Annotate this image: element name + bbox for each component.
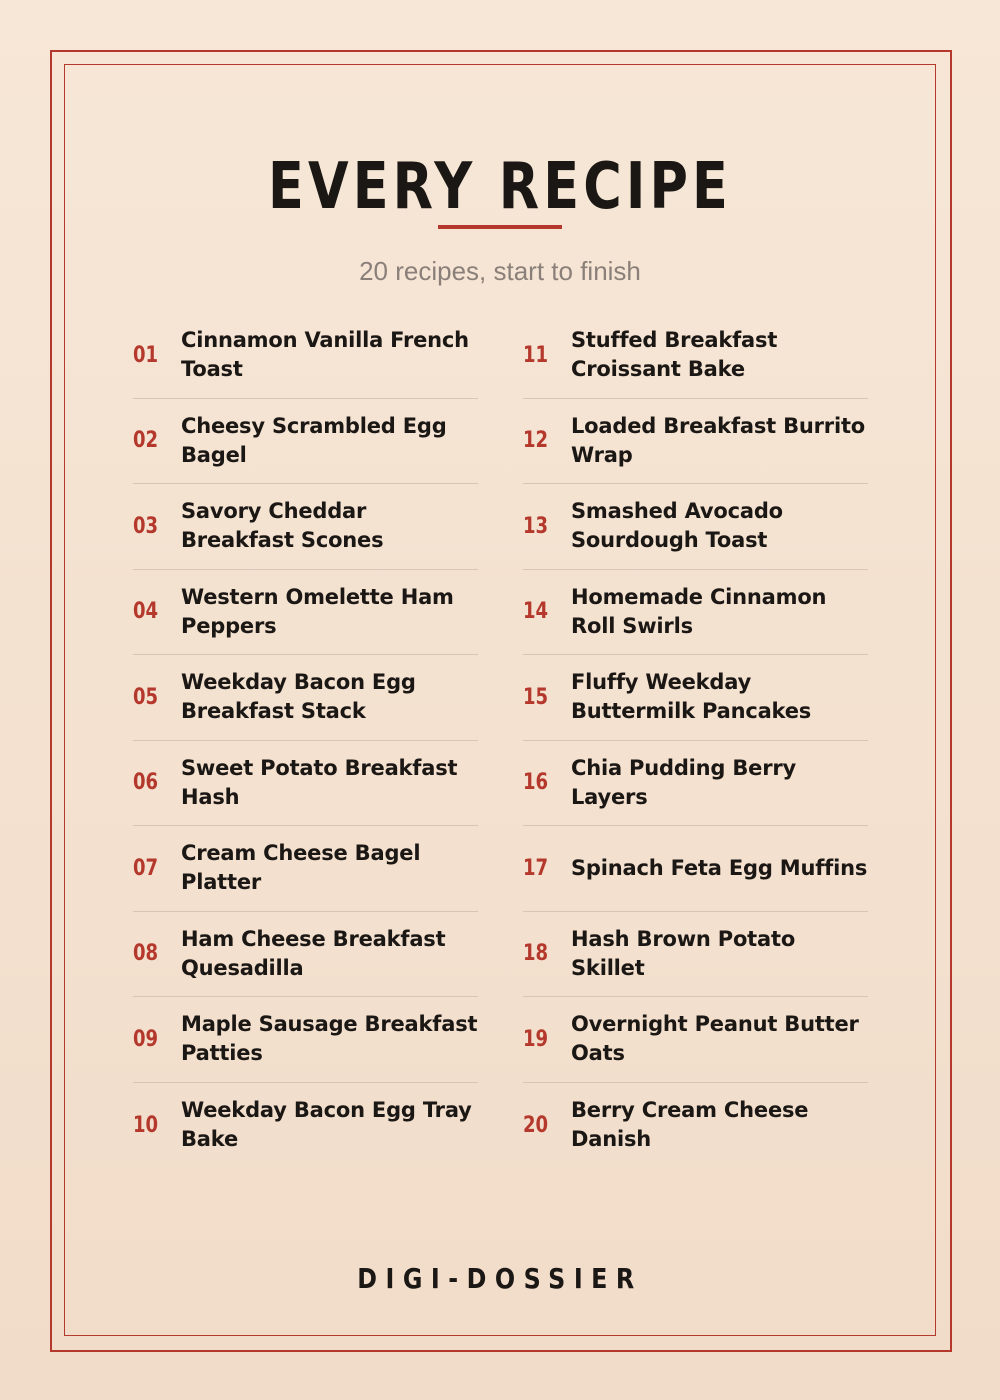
recipe-number: 17 [523, 855, 549, 881]
recipe-name: Hash Brown Potato Skillet [571, 926, 796, 980]
recipe-name: Maple Sausage Breakfast Patties [181, 1012, 478, 1066]
recipe-item [133, 570, 478, 656]
recipe-number: 09 [133, 1026, 159, 1052]
recipe-name: Sweet Potato Breakfast Hash [181, 755, 458, 809]
recipe-number: 14 [523, 599, 549, 625]
recipe-number: 20 [523, 1112, 549, 1138]
recipe-item [523, 484, 868, 570]
recipe-name: Spinach Feta Egg Muffins [571, 855, 868, 880]
recipe-name: Homemade Cinnamon Roll Swirls [571, 584, 827, 638]
recipe-item [523, 912, 868, 998]
recipe-number: 02 [133, 428, 159, 454]
recipe-number: 06 [133, 770, 159, 796]
recipe-item [523, 997, 868, 1083]
recipe-list-right [523, 313, 868, 1168]
recipe-number: 15 [523, 684, 549, 710]
recipe-name: Western Omelette Ham Peppers [181, 584, 454, 638]
recipe-item [133, 399, 478, 485]
recipe-name: Cream Cheese Bagel Platter [181, 841, 421, 895]
recipe-number: 05 [133, 684, 159, 710]
recipe-name: Chia Pudding Berry Layers [571, 755, 796, 809]
recipe-name: Weekday Bacon Egg Breakfast Stack [181, 670, 416, 724]
recipe-item [133, 655, 478, 741]
recipe-number: 03 [133, 513, 159, 539]
recipe-item [133, 741, 478, 827]
recipe-number: 19 [523, 1026, 549, 1052]
recipe-number: 07 [133, 855, 159, 881]
recipe-name: Savory Cheddar Breakfast Scones [181, 499, 384, 553]
recipe-number: 12 [523, 428, 549, 454]
recipe-item [523, 313, 868, 399]
recipe-item [133, 313, 478, 399]
page-title: EVERY RECIPE [268, 150, 732, 224]
recipe-name: Fluffy Weekday Buttermilk Pancakes [571, 670, 812, 724]
recipe-name: Ham Cheese Breakfast Quesadilla [181, 926, 446, 980]
recipe-name: Loaded Breakfast Burrito Wrap [571, 413, 866, 467]
recipe-number: 08 [133, 941, 159, 967]
recipe-name: Overnight Peanut Butter Oats [571, 1012, 859, 1066]
recipe-name: Berry Cream Cheese Danish [571, 1098, 809, 1152]
recipe-name: Cinnamon Vanilla French Toast [181, 328, 469, 382]
recipe-name: Stuffed Breakfast Croissant Bake [571, 328, 778, 382]
recipe-number: 10 [133, 1112, 159, 1138]
recipe-list-left [133, 313, 478, 1168]
recipe-item [133, 997, 478, 1083]
brand-footer: DIGI-DOSSIER [357, 1262, 643, 1295]
title-underline [438, 225, 562, 229]
recipe-number: 16 [523, 770, 549, 796]
recipe-item [133, 1083, 478, 1169]
recipe-number: 04 [133, 599, 159, 625]
recipe-number: 18 [523, 941, 549, 967]
page-subtitle: 20 recipes, start to finish [359, 256, 641, 286]
recipe-number: 01 [133, 342, 159, 368]
recipe-item [523, 399, 868, 485]
recipe-item [523, 570, 868, 656]
recipe-name: Smashed Avocado Sourdough Toast [571, 499, 783, 553]
recipe-name: Cheesy Scrambled Egg Bagel [181, 413, 447, 467]
recipe-item [523, 741, 868, 827]
recipe-item [133, 826, 478, 912]
recipe-item [133, 484, 478, 570]
recipe-item [523, 826, 868, 912]
recipe-item [523, 655, 868, 741]
recipe-number: 13 [523, 513, 549, 539]
recipe-name: Weekday Bacon Egg Tray Bake [181, 1098, 472, 1152]
recipe-number: 11 [523, 342, 549, 368]
recipe-item [523, 1083, 868, 1169]
recipe-item [133, 912, 478, 998]
